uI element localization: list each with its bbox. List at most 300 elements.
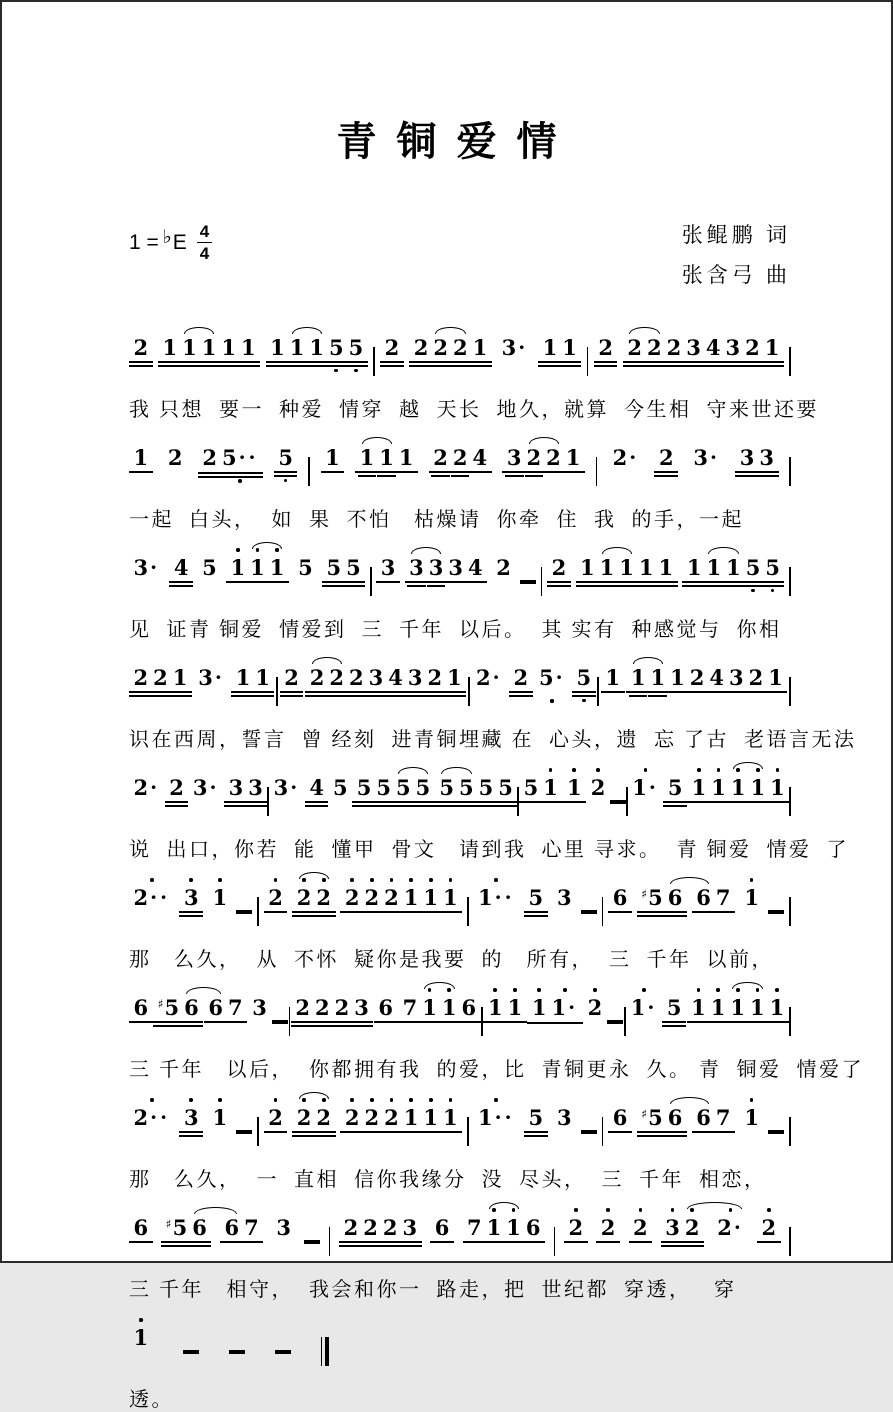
note-digit: 5 — [172, 1215, 188, 1240]
slur-arc — [424, 982, 454, 989]
note — [193, 776, 220, 800]
note-digit: 1 — [769, 995, 785, 1020]
note — [641, 886, 662, 909]
octave-dot-high — [563, 988, 567, 992]
page-title: 青铜爱情 — [336, 119, 577, 164]
beam-group — [305, 776, 329, 803]
note-digit: 6 — [461, 995, 477, 1020]
note-digit: 2 — [268, 1105, 283, 1130]
beam-group — [594, 336, 618, 363]
notation-row — [129, 871, 791, 938]
note — [496, 556, 511, 579]
note-digit: 4 — [472, 445, 488, 470]
note — [459, 776, 474, 799]
note-digit: 1 — [379, 445, 394, 470]
note — [668, 1106, 683, 1129]
beam-group — [161, 1216, 211, 1243]
beam-group — [735, 446, 778, 473]
note — [506, 1216, 521, 1239]
note — [345, 886, 360, 909]
note-digit: 1 — [230, 555, 246, 580]
note-digit: 1 — [325, 445, 340, 470]
beam-group — [483, 996, 526, 1023]
beam-group — [405, 556, 488, 583]
beam-group — [534, 666, 570, 694]
note-digit: 6 — [612, 885, 628, 910]
note-digit: 2 — [587, 995, 603, 1020]
note — [276, 1216, 291, 1239]
note-digit: 5 — [326, 555, 342, 580]
note — [250, 556, 265, 579]
note-digit: 3 — [501, 335, 517, 360]
octave-dot-high — [236, 548, 240, 552]
note-digit: 3 — [133, 555, 149, 580]
note — [591, 776, 606, 799]
octave-dot-high — [572, 768, 576, 772]
lyrics-row: 透。 — [129, 1389, 174, 1411]
note — [730, 996, 745, 1019]
music-line — [129, 431, 791, 532]
octave-dot-high — [449, 878, 453, 882]
note — [568, 1216, 583, 1239]
duration-dots: ·· — [150, 885, 171, 909]
note-digit: 6 — [696, 1105, 711, 1130]
note — [605, 666, 620, 689]
note — [316, 886, 331, 909]
note — [711, 996, 726, 1019]
note — [659, 556, 674, 579]
note-digit: 2 — [329, 665, 344, 690]
slur-arc — [184, 327, 214, 334]
note — [416, 776, 431, 799]
note — [134, 1106, 171, 1130]
note-digit: 2 — [513, 665, 529, 690]
note-digit: 1 — [359, 445, 375, 470]
note — [765, 336, 780, 359]
note-digit: 2 — [612, 445, 628, 470]
duration-dots: · — [733, 1215, 744, 1239]
note-digit: 1 — [255, 665, 270, 690]
note-digit: 3 — [556, 885, 572, 910]
note-digit: 1 — [289, 335, 305, 360]
note — [479, 776, 494, 799]
beam-group — [329, 776, 353, 803]
note-digit: 2 — [476, 665, 491, 690]
note-digit: 4 — [467, 555, 483, 580]
note — [182, 336, 197, 359]
note — [768, 666, 783, 689]
note-digit: 1 — [562, 335, 577, 360]
duration-dots: ·· — [494, 1105, 515, 1129]
note-digit: 2 — [133, 1105, 149, 1130]
meta-row — [129, 215, 791, 295]
beam-group — [272, 1216, 296, 1243]
note-digit: 2 — [316, 885, 332, 910]
note — [365, 886, 380, 909]
octave-dot-high — [218, 1098, 222, 1102]
note-digit: 1 — [133, 445, 149, 470]
octave-dot-high — [189, 878, 193, 882]
beam-group — [129, 776, 165, 804]
lyrics-row: 我 只想 要一 种爱 情穿 越 天长 地久，就算 今生相 守来世还要 — [129, 399, 819, 421]
note — [639, 556, 654, 579]
note — [528, 1106, 543, 1129]
note — [668, 886, 683, 909]
octave-dot-high — [697, 988, 701, 992]
beam-group — [129, 996, 153, 1023]
note — [433, 336, 448, 359]
note — [717, 1216, 744, 1240]
music-line — [129, 871, 791, 972]
note — [208, 996, 223, 1019]
octave-dot-high — [716, 988, 720, 992]
note-digit: 2 — [546, 445, 561, 470]
duration-dots: · — [209, 775, 220, 799]
beam-group — [497, 336, 533, 364]
octave-dot-high — [449, 1098, 453, 1102]
note — [726, 556, 741, 579]
note-digit: 1 — [599, 555, 615, 580]
barline — [257, 897, 259, 926]
beam-group — [472, 666, 508, 694]
note — [158, 996, 179, 1019]
dash-note — [236, 1130, 252, 1134]
note — [691, 996, 706, 1019]
barline — [789, 1117, 791, 1146]
note-digit: 3 — [728, 665, 744, 690]
note — [770, 776, 785, 799]
slur-arc — [602, 547, 632, 554]
note-digit: 5 — [348, 335, 364, 360]
note — [134, 1326, 149, 1349]
note-digit: 1 — [172, 665, 188, 690]
note-digit: 5 — [333, 775, 348, 800]
note-digit: 1 — [638, 555, 654, 580]
note-digit: 2 — [169, 775, 184, 800]
octave-dot-high — [370, 878, 374, 882]
beam-group — [208, 1106, 232, 1133]
note — [429, 556, 444, 579]
note-digit: 1 — [212, 1105, 228, 1130]
slur-arc — [435, 327, 465, 334]
note-digit: 1 — [605, 665, 620, 690]
note — [325, 446, 340, 469]
note — [627, 336, 642, 359]
note-digit: 5 — [278, 445, 293, 470]
note — [447, 666, 462, 689]
dash-note — [183, 1350, 199, 1354]
barline — [541, 567, 543, 596]
notation-row — [129, 541, 791, 608]
note-digit: 2 — [344, 1105, 360, 1130]
note — [696, 1106, 711, 1129]
lyrics-row: 一起 白头， 如 果 不怕 枯燥请 你牵 住 我 的手，一起 — [129, 509, 744, 531]
note — [507, 446, 522, 469]
beam-group — [264, 886, 288, 913]
note-digit: 2 — [334, 995, 350, 1020]
dash-note — [581, 910, 597, 914]
music-line — [129, 1201, 791, 1302]
note — [478, 1106, 515, 1130]
note-digit: 5 — [648, 885, 663, 910]
barline — [276, 677, 278, 706]
note — [202, 556, 217, 579]
note — [659, 446, 674, 469]
note-digit: 2 — [658, 445, 674, 470]
note — [526, 1216, 541, 1239]
note — [402, 1216, 417, 1239]
beam-group — [519, 776, 562, 803]
note — [349, 666, 364, 689]
beam-group — [626, 666, 787, 693]
music-line — [129, 981, 864, 1082]
music-section — [129, 321, 864, 1412]
note-digit: 2 — [689, 665, 705, 690]
note — [557, 886, 572, 909]
octave-dot-high — [150, 1098, 154, 1102]
note — [333, 776, 348, 799]
note-digit: 1 — [691, 995, 706, 1020]
beam-group — [430, 1216, 454, 1243]
note-digit: 1 — [423, 1105, 439, 1130]
beam-group — [629, 1216, 653, 1243]
note — [746, 556, 761, 579]
note-digit: 2 — [627, 335, 642, 360]
note — [169, 776, 184, 799]
slur-arc — [529, 437, 559, 444]
note — [229, 776, 244, 799]
octave-dot-high — [697, 768, 701, 772]
beam-group — [689, 446, 725, 474]
note — [222, 446, 259, 470]
beam-group — [129, 336, 153, 363]
time-numerator: 4 — [197, 223, 212, 243]
note — [134, 776, 161, 800]
note — [472, 446, 487, 469]
note-digit: 1 — [726, 555, 741, 580]
barline — [789, 787, 791, 816]
sharp-sign: ♯ — [641, 1107, 648, 1121]
beam-group — [492, 556, 516, 583]
duration-dots: ·· — [238, 445, 259, 469]
note-digit: 5 — [498, 775, 513, 800]
composer-credit: 张含弓 曲 — [681, 263, 791, 287]
barline — [789, 677, 791, 706]
octave-dot-high — [775, 988, 779, 992]
note-digit: 3 — [739, 445, 755, 470]
notation-row — [129, 431, 791, 498]
note — [184, 996, 199, 1019]
note-digit: 2 — [133, 665, 149, 690]
beam-group — [248, 996, 272, 1023]
beam-group — [179, 886, 203, 913]
note-digit: 1 — [212, 885, 228, 910]
note — [422, 996, 437, 1019]
note — [388, 666, 403, 689]
note — [192, 1216, 207, 1239]
note — [414, 336, 429, 359]
beam-group — [224, 776, 267, 803]
note-digit: 2 — [384, 885, 399, 910]
note-digit: 2 — [600, 1215, 616, 1240]
beam-group — [626, 996, 662, 1024]
sharp-sign: ♯ — [641, 887, 648, 901]
note — [309, 336, 324, 359]
notation-row — [129, 1091, 791, 1158]
note — [543, 776, 558, 799]
beam-group — [292, 886, 335, 913]
note-digit: 2 — [433, 335, 448, 360]
note-digit: 2 — [348, 665, 364, 690]
note-digit: 5 — [666, 995, 682, 1020]
note-digit: 2 — [316, 1105, 332, 1130]
note — [693, 446, 720, 470]
duration-dots: · — [214, 665, 225, 689]
beam-group — [352, 776, 435, 803]
note-digit: 1 — [201, 335, 217, 360]
note — [399, 446, 414, 469]
note — [716, 1106, 731, 1129]
key-signature — [129, 223, 212, 262]
note — [532, 996, 547, 1019]
note-digit: 6 — [133, 995, 149, 1020]
note — [600, 556, 615, 579]
note-digit: 2 — [717, 1215, 732, 1240]
note — [770, 996, 785, 1019]
note-digit: 3 — [409, 555, 424, 580]
note-digit: 3 — [686, 335, 701, 360]
notation-row — [129, 651, 791, 718]
slur-arc — [733, 762, 763, 769]
note-digit: 5 — [538, 665, 554, 690]
note-digit: 3 — [248, 775, 263, 800]
note — [514, 666, 529, 689]
beam-group — [474, 886, 520, 914]
note-digit: 5 — [376, 775, 391, 800]
barline — [789, 1007, 791, 1036]
note-digit: 6 — [434, 1215, 450, 1240]
slur-arc — [411, 547, 441, 554]
beam-group — [601, 666, 625, 693]
beam-group — [692, 1106, 735, 1133]
note-digit: 1 — [487, 995, 503, 1020]
duration-dots: · — [150, 555, 161, 579]
note-digit: 2 — [452, 335, 468, 360]
note-digit: 3 — [183, 885, 199, 910]
note — [613, 446, 640, 470]
note — [252, 996, 267, 1019]
note-digit: 1 — [478, 1105, 493, 1130]
barline — [329, 1227, 331, 1256]
note-digit: 1 — [241, 335, 256, 360]
dash-note — [607, 1020, 623, 1024]
note — [335, 996, 350, 1019]
beam-group — [266, 336, 368, 363]
note-digit: 3 — [273, 775, 289, 800]
note-digit: 1 — [630, 665, 646, 690]
beam-group — [165, 776, 189, 803]
note — [212, 886, 227, 909]
note — [696, 886, 711, 909]
note-digit: 3 — [252, 995, 267, 1020]
octave-dot-high — [150, 878, 154, 882]
note — [174, 556, 189, 579]
note-digit: 6 — [612, 1105, 628, 1130]
note-digit: 2 — [598, 335, 613, 360]
note-digit: 4 — [709, 665, 724, 690]
slur-arc — [633, 657, 663, 664]
note — [502, 336, 529, 360]
note — [134, 886, 171, 910]
lyrics-row: 说 出口，你若 能 懂甲 骨文 请到我 心里 寻求。 青 铜爱 情爱 了 — [129, 839, 849, 861]
note — [759, 446, 774, 469]
note — [488, 996, 503, 1019]
note-digit: 3 — [428, 555, 444, 580]
note-digit: 1 — [686, 555, 702, 580]
beam-group — [692, 886, 735, 913]
note — [378, 996, 393, 1019]
note-digit: 1 — [619, 555, 634, 580]
note-digit: 3 — [402, 1215, 418, 1240]
note — [557, 1106, 572, 1129]
beam-group — [340, 1106, 462, 1133]
octave-dot-high — [574, 1208, 578, 1212]
note — [706, 336, 721, 359]
duration-dots: · — [710, 445, 720, 469]
beam-group — [280, 666, 304, 693]
note — [173, 666, 188, 689]
note-digit: 2 — [314, 995, 330, 1020]
note-digit: 3 — [665, 1215, 680, 1240]
note-digit: 6 — [667, 1105, 683, 1130]
note-digit: 2 — [413, 335, 429, 360]
beam-group — [623, 336, 784, 363]
beam-group — [231, 666, 274, 693]
octave-dot-low — [354, 369, 358, 373]
sharp-sign: ♯ — [157, 997, 164, 1011]
barline — [308, 457, 310, 486]
beam-group — [409, 336, 492, 363]
note — [326, 556, 341, 579]
beam-group — [713, 1216, 749, 1244]
note — [363, 1216, 378, 1239]
note — [184, 1106, 199, 1129]
note — [478, 886, 515, 910]
note-digit: 1 — [744, 885, 759, 910]
note-digit: 1 — [543, 775, 558, 800]
beam-group — [129, 666, 192, 693]
note — [552, 556, 567, 579]
note — [433, 446, 448, 469]
note — [298, 556, 313, 579]
note-digit: 3 — [198, 665, 213, 690]
note-digit: 1 — [506, 1215, 521, 1240]
beam-group — [376, 556, 400, 583]
barline — [468, 677, 470, 706]
dash-note — [272, 1020, 288, 1024]
note — [731, 776, 746, 799]
note — [716, 886, 731, 909]
beam-group — [204, 996, 247, 1023]
note-digit: 5 — [478, 775, 494, 800]
note-digit: 1 — [551, 995, 567, 1020]
beam-group — [502, 446, 585, 473]
beam-group — [198, 556, 222, 583]
note-digit: 2 — [284, 665, 299, 690]
beam-group — [194, 666, 230, 694]
beam-group — [198, 446, 263, 474]
beam-group — [538, 336, 581, 363]
